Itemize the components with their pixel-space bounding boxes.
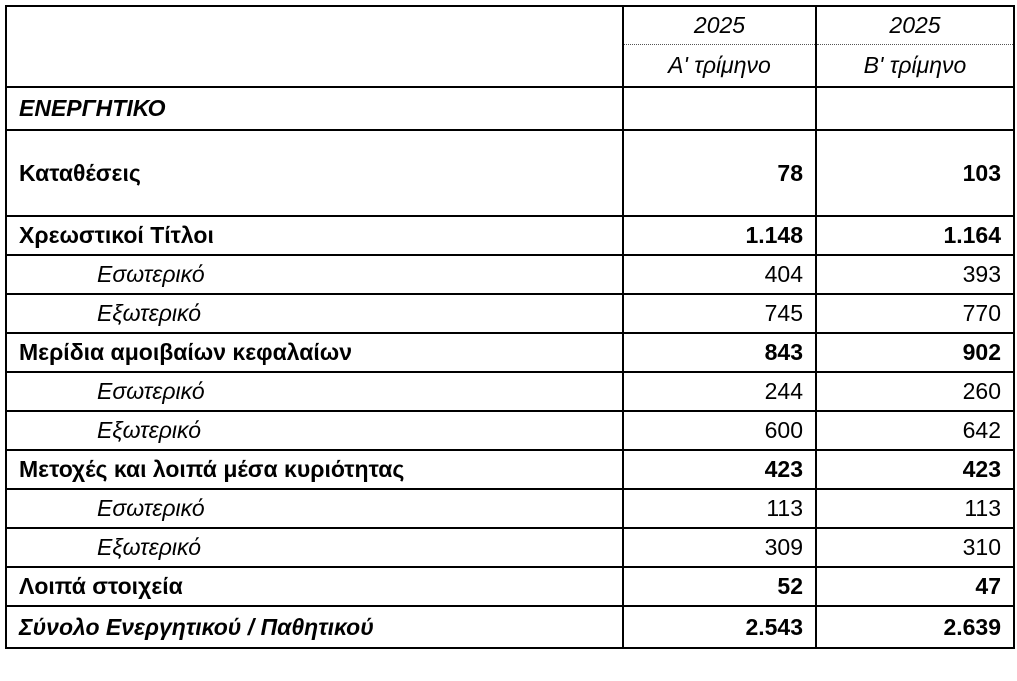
row-value-q1: 600 xyxy=(623,411,816,450)
row-value-q2: 47 xyxy=(816,567,1014,606)
row-value-q2: 103 xyxy=(816,130,1014,216)
table-row xyxy=(6,216,1014,255)
row-label: Μετοχές και λοιπά μέσα κυριότητας xyxy=(6,450,623,489)
row-value-q1: 1.148 xyxy=(623,216,816,255)
table-row xyxy=(6,130,1014,216)
row-label: Εσωτερικό xyxy=(6,489,623,528)
row-value-q2: 113 xyxy=(816,489,1014,528)
table-row xyxy=(6,255,1014,294)
table-row xyxy=(6,567,1014,606)
header-period-2: B' τρίμηνο xyxy=(816,44,1014,87)
row-value-q1: 78 xyxy=(623,130,816,216)
row-label: Εξωτερικό xyxy=(6,528,623,567)
table-row xyxy=(6,450,1014,489)
row-value-q1: 309 xyxy=(623,528,816,567)
row-value-q1: 52 xyxy=(623,567,816,606)
table-row xyxy=(6,411,1014,450)
row-label: Εξωτερικό xyxy=(6,411,623,450)
row-value-q2: 393 xyxy=(816,255,1014,294)
row-value-q2: 260 xyxy=(816,372,1014,411)
row-label: Καταθέσεις xyxy=(6,130,623,216)
row-label: Εσωτερικό xyxy=(6,255,623,294)
row-value-q2: 770 xyxy=(816,294,1014,333)
row-value-q2: 310 xyxy=(816,528,1014,567)
empty-cell xyxy=(623,87,816,130)
table-row xyxy=(6,294,1014,333)
total-row xyxy=(6,606,1014,648)
row-label: Εξωτερικό xyxy=(6,294,623,333)
row-value-q1: 843 xyxy=(623,333,816,372)
row-value-q1: 404 xyxy=(623,255,816,294)
row-value-q2: 902 xyxy=(816,333,1014,372)
row-label: Εσωτερικό xyxy=(6,372,623,411)
header-period-1: A' τρίμηνο xyxy=(623,44,816,87)
header-year-2: 2025 xyxy=(816,6,1014,44)
header-empty-cell xyxy=(6,44,623,87)
header-year-row xyxy=(6,6,1014,44)
row-label: Χρεωστικοί Τίτλοι xyxy=(6,216,623,255)
row-value-q2: 1.164 xyxy=(816,216,1014,255)
total-value-q1: 2.543 xyxy=(623,606,816,648)
table-row xyxy=(6,372,1014,411)
table-row xyxy=(6,489,1014,528)
section-title-row xyxy=(6,87,1014,130)
row-value-q1: 113 xyxy=(623,489,816,528)
table-row xyxy=(6,333,1014,372)
total-label: Σύνολο Ενεργητικού / Παθητικού xyxy=(6,606,623,648)
section-title: ΕΝΕΡΓΗΤΙΚΟ xyxy=(6,87,623,130)
header-empty-cell xyxy=(6,6,623,44)
table-row xyxy=(6,528,1014,567)
assets-table xyxy=(5,5,1015,649)
empty-cell xyxy=(816,87,1014,130)
row-value-q1: 745 xyxy=(623,294,816,333)
row-label: Λοιπά στοιχεία xyxy=(6,567,623,606)
row-value-q1: 244 xyxy=(623,372,816,411)
header-year-1: 2025 xyxy=(623,6,816,44)
header-period-row xyxy=(6,44,1014,87)
row-value-q1: 423 xyxy=(623,450,816,489)
total-value-q2: 2.639 xyxy=(816,606,1014,648)
row-value-q2: 642 xyxy=(816,411,1014,450)
row-label: Μερίδια αμοιβαίων κεφαλαίων xyxy=(6,333,623,372)
row-value-q2: 423 xyxy=(816,450,1014,489)
